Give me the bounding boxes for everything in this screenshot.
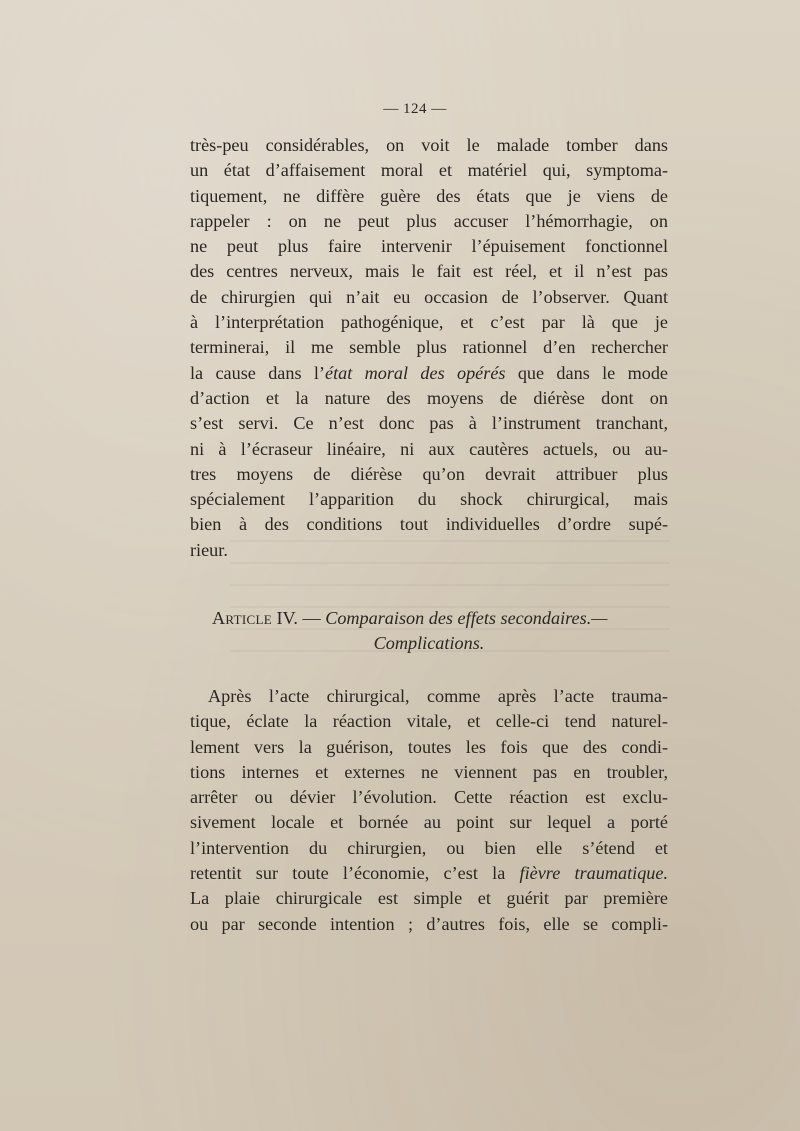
text-line: tiquement, ne diffère guère des états que je viens de [190, 185, 668, 206]
text-line: arrêter ou dévier l’évolution. Cette réaction est exclu- [190, 787, 668, 808]
heading-line-1 [190, 606, 668, 631]
article-number: IV. — [271, 608, 326, 628]
text-run: que dans le mode [505, 362, 668, 383]
italic-phrase: état moral des opérés [325, 362, 506, 383]
text-line: rappeler : on ne peut plus accuser l’hémorrhagie, on [190, 210, 668, 231]
paragraph-2 [190, 684, 668, 937]
paragraph-1 [190, 133, 668, 563]
text-line: à l’interprétation pathogénique, et c’est par là que je [190, 312, 668, 333]
text-line: ni à l’écraseur linéaire, ni aux cautères actuels, ou au- [190, 438, 668, 459]
text-line: tres moyens de diérèse qu’on devrait attribuer plus [190, 463, 668, 484]
page-number: — 124 — [383, 101, 447, 117]
text-line: l’intervention du chirurgien, ou bien elle s’étend et [190, 837, 668, 858]
text-line: des centres nerveux, mais le fait est réel, et il n’est pas [190, 261, 668, 282]
text-line-with-italic [190, 361, 668, 386]
section-heading [190, 606, 668, 656]
text-line: rieur. [190, 539, 228, 560]
heading-line-2 [190, 631, 668, 656]
text-line: Après l’acte chirurgical, comme après l’acte trauma- [208, 686, 668, 706]
text-line: de chirurgien qui n’ait eu occasion de l’observer. Quant [190, 286, 668, 307]
text-line: lement vers la guérison, toutes les fois que des condi- [190, 736, 668, 757]
text-line: ou par seconde intention ; d’autres fois, elle se compli- [190, 913, 668, 934]
text-line: bien à des conditions tout individuelles d’ordre supé- [190, 514, 668, 535]
text-line: ne peut plus faire intervenir l’épuisement fonctionnel [190, 236, 668, 257]
text-line: terminerai, il me semble plus rationnel d’en rechercher [190, 337, 668, 358]
heading-title: Comparaison des effets secondaires.— [325, 608, 608, 628]
heading-subtitle: Complications. [373, 633, 485, 653]
text-line: La plaie chirurgicale est simple et guérit par première [190, 888, 668, 909]
text-line: sivement locale et bornée au point sur lequel a porté [190, 812, 668, 833]
italic-phrase: fièvre traumatique. [519, 863, 669, 884]
text-line: tions internes et externes ne viennent pas en troubler, [190, 761, 668, 782]
text-line: un état d’affaisement moral et matériel qui, symptoma- [190, 160, 668, 181]
text-line: s’est servi. Ce n’est donc pas à l’instrument tranchant, [190, 413, 668, 434]
text-run: la cause dans l’ [190, 362, 325, 383]
text-line-with-italic [190, 861, 668, 886]
text-line: d’action et la nature des moyens de diérèse dont on [190, 387, 668, 408]
text-line: très-peu considérables, on voit le malade tomber dans [190, 135, 668, 155]
text-run: retentit sur toute l’économie, c’est la [190, 863, 520, 884]
text-line: spécialement l’apparition du shock chirurgical, mais [190, 489, 668, 510]
article-label: Article [212, 608, 272, 628]
text-line: tique, éclate la réaction vitale, et celle-ci tend naturel- [190, 711, 668, 732]
